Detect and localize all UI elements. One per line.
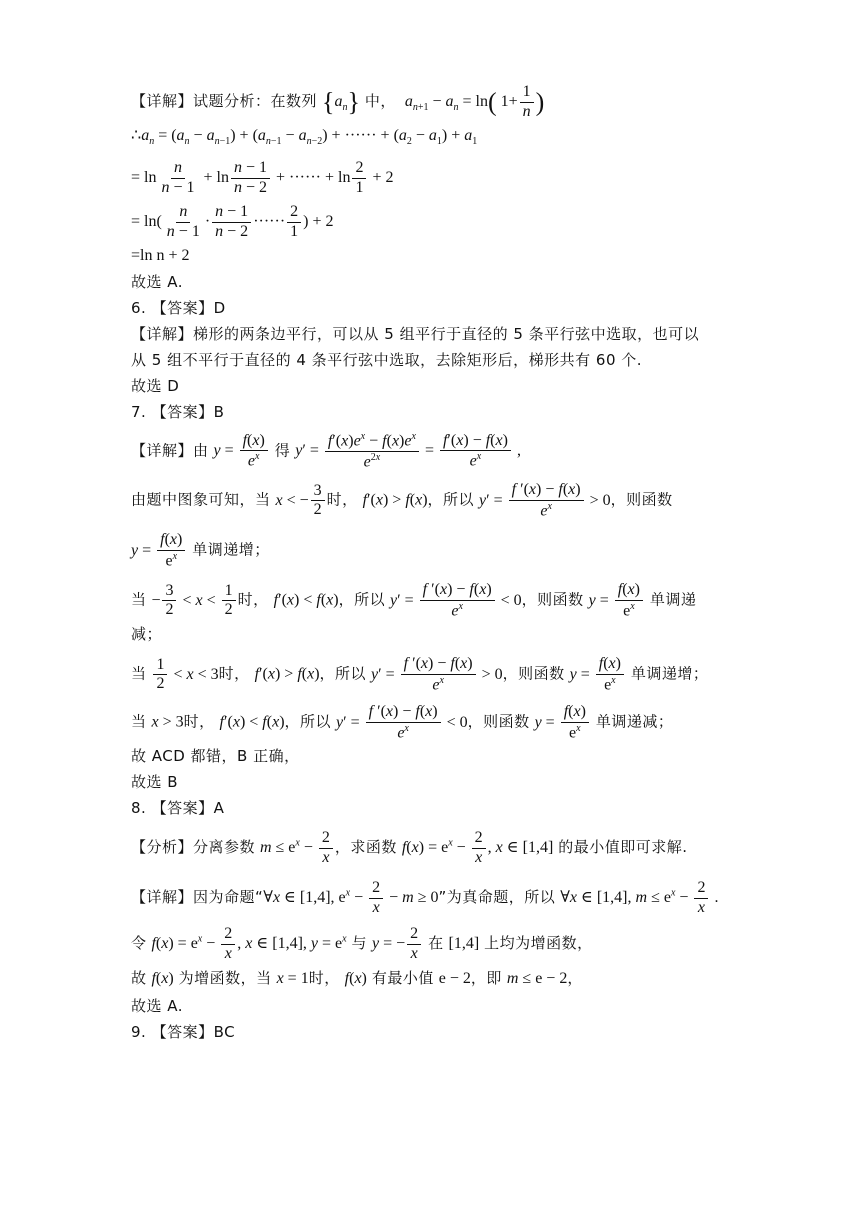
text: 单调递减； <box>595 712 674 731</box>
formula-recurrence: $a_{n+1} - a_n = \ln$( 1+ $\frac{1}{n}$ ) <box>404 83 545 120</box>
text: 中， <box>364 91 396 110</box>
text: ，即 <box>470 969 502 987</box>
analysis-q8 <box>131 830 688 867</box>
formula-consequence: ∀x ∈ [1,4], $m \le e^x$ − $\frac{2}{x}$ . <box>560 879 719 916</box>
text: 时， <box>326 490 358 509</box>
formula-derivative-sign-4: y′ = $\frac{f '(x) - f(x)}{e^x}$ < 0 <box>335 703 468 742</box>
detail-q7-line3 <box>131 532 270 570</box>
text: 【详解】因为命题“ <box>131 887 264 906</box>
text: 当 <box>131 590 147 609</box>
text: 当 <box>131 712 147 731</box>
text: 【详解】由 <box>131 441 209 460</box>
formula-y-def: y = $\frac{f(x)}{e^x}$ <box>213 442 269 459</box>
line-analysis <box>131 84 544 121</box>
text: 单调递增； <box>192 540 270 559</box>
answer-q7: 7. 【答案】B <box>131 403 225 421</box>
formula-interval-1: x < − $\frac{3}{2}$ <box>275 492 326 509</box>
detail-q7-line6 <box>131 656 708 694</box>
text: ，所以 <box>338 590 386 609</box>
formula-inequality-4: f′(x) < f(x) <box>219 713 285 731</box>
text: 当 <box>131 664 147 683</box>
text: ，则函数 <box>467 712 530 731</box>
text: ”为真命题，所以 <box>438 887 556 906</box>
text: ，所以 <box>319 664 367 683</box>
formula-sequence: $\{a_n\}$ <box>321 87 360 117</box>
conclusion-q8: 故选 A. <box>131 997 184 1015</box>
formula-interval: [1,4] <box>448 934 480 952</box>
detail-q7-line5: 减； <box>131 625 163 643</box>
conclusion-q7: 故选 B <box>131 773 179 791</box>
formula-x-eq-1: x = 1 <box>276 970 309 987</box>
formula-result: =ln n + 2 <box>131 247 190 264</box>
answer-q6: 6. 【答案】D <box>131 299 226 317</box>
detail-q7-line2 <box>131 482 673 520</box>
formula-f-def: $f(x) = e^x$ − $\frac{2}{x}$ , x ∈ [1,4] <box>401 829 554 866</box>
text: 为增函数，当 <box>178 969 272 987</box>
formula-telescoping-sum: $\therefore a_n = (a_n - a_{n-1}) + (a_{n-1} - a_{n-2})$ + ······ + $(a_2 - a_1) + a_1$ <box>131 127 478 148</box>
formula-y-def: y = $\frac{f(x)}{e^x}$ <box>131 542 187 559</box>
detail-q7-line7 <box>131 704 673 742</box>
text: 单调递 <box>649 590 697 609</box>
text: 时， <box>237 590 269 609</box>
text: 与 <box>351 933 368 952</box>
detail-q8-line2 <box>131 926 593 963</box>
detail-q7-line1 <box>131 432 521 471</box>
formula-inequality-3: f′(x) > f(x) <box>254 665 320 683</box>
text: ，所以 <box>427 490 475 509</box>
formula-fx: f(x) <box>344 970 367 987</box>
formula-param: $m \le e^x$ − $\frac{2}{x}$ <box>260 839 335 856</box>
text: 时， <box>183 712 215 731</box>
formula-y-def: y = $\frac{f(x)}{e^x}$ <box>570 666 626 683</box>
answer-q9: 9. 【答案】BC <box>131 1023 236 1041</box>
text: ，求函数 <box>334 837 397 856</box>
formula-y-neg: y = − $\frac{2}{x}$ <box>372 935 423 952</box>
detail-q8-line1 <box>131 880 718 917</box>
detail-q8-line3 <box>131 966 583 991</box>
formula-inequality-2: f′(x) < f(x) <box>273 591 339 609</box>
formula-min-value: e − 2 <box>438 970 471 987</box>
text: ，所以 <box>284 712 332 731</box>
detail-q6-line1: 【详解】梯形的两条边平行，可以从 5 组平行于直径的 5 条平行弦中选取，也可以 <box>131 325 700 343</box>
text: 故 <box>131 969 147 987</box>
formula-derivative-sign-3: y′ = $\frac{f '(x) - f(x)}{e^x}$ > 0 <box>371 655 503 694</box>
formula-derivative-sign-2: y′ = $\frac{f '(x) - f(x)}{e^x}$ < 0 <box>390 581 522 620</box>
text: 【详解】试题分析：在数列 <box>131 91 318 110</box>
text: 得 <box>274 441 291 460</box>
formula-proposition: ∀x ∈ [1,4], $e^x$ − $\frac{2}{x}$ − m ≥ 0 <box>263 879 439 916</box>
detail-q6-line2: 从 5 组不平行于直径的 4 条平行弦中选取，去除矩形后，梯形共有 60 个. <box>131 351 643 369</box>
text: 【分析】分离参数 <box>131 837 256 856</box>
text: ， <box>567 969 583 987</box>
formula-interval-3: $\frac{1}{2}$ < x < 3 <box>151 666 218 683</box>
formula-f-def: $f(x) = e^x$ − $\frac{2}{x}$ , x ∈ [1,4], $y = e^x$ <box>151 925 347 962</box>
detail-q7-line4 <box>131 582 696 620</box>
text: 令 <box>131 933 147 952</box>
formula-derivative-sign-1: y′ = $\frac{f '(x) - f(x)}{e^x}$ > 0 <box>478 481 611 520</box>
formula-y-def: y = $\frac{f(x)}{e^x}$ <box>535 714 591 731</box>
text: ，则函数 <box>502 664 565 683</box>
therefore-symbol: ∴ <box>131 127 142 144</box>
formula-inequality-1: f′(x) > f(x) <box>362 491 428 509</box>
formula-fx: f(x) <box>151 970 174 987</box>
text: 时， <box>218 664 250 683</box>
text: 由题中图象可知，当 <box>131 490 271 509</box>
text: ，则函数 <box>610 490 673 509</box>
text: 上均为增函数， <box>484 933 593 952</box>
text: 有最小值 <box>371 969 434 987</box>
text: ，则函数 <box>521 590 584 609</box>
formula-interval-2: − $\frac{3}{2}$ < x < $\frac{1}{2}$ <box>151 592 237 609</box>
conclusion-q6: 故选 D <box>131 377 180 395</box>
formula-y-derivative: y′ = $\frac{f'(x)e^x - f(x)e^x}{e^{2x}}$ = $\frac{f'(x) - f(x)}{e^x}$ , <box>295 431 521 471</box>
formula-y-def: y = $\frac{f(x)}{e^x}$ <box>589 592 645 609</box>
answer-q8: 8. 【答案】A <box>131 799 225 817</box>
text: 在 <box>428 933 444 952</box>
conclusion-q5: 故选 A. <box>131 273 184 291</box>
formula-log-sum: = ln $\frac{n}{n - 1}$ + ln $\frac{n - 1}{n - 2}$ + ······ + ln $\frac{2}{1}$ + 2 <box>131 159 394 196</box>
formula-interval-4: x > 3 <box>151 713 184 731</box>
formula-log-product: = ln( $\frac{n}{n - 1}$ · $\frac{n - 1}{n - 2}$ ······ $\frac{2}{1}$ ) + 2 <box>131 203 334 240</box>
text: 单调递增； <box>630 664 709 683</box>
detail-q7-line8: 故 ACD 都错，B 正确， <box>131 747 300 765</box>
text: 时， <box>308 969 340 987</box>
text: 的最小值即可求解. <box>558 837 688 856</box>
formula-m-bound: m ≤ e − 2 <box>506 970 568 987</box>
